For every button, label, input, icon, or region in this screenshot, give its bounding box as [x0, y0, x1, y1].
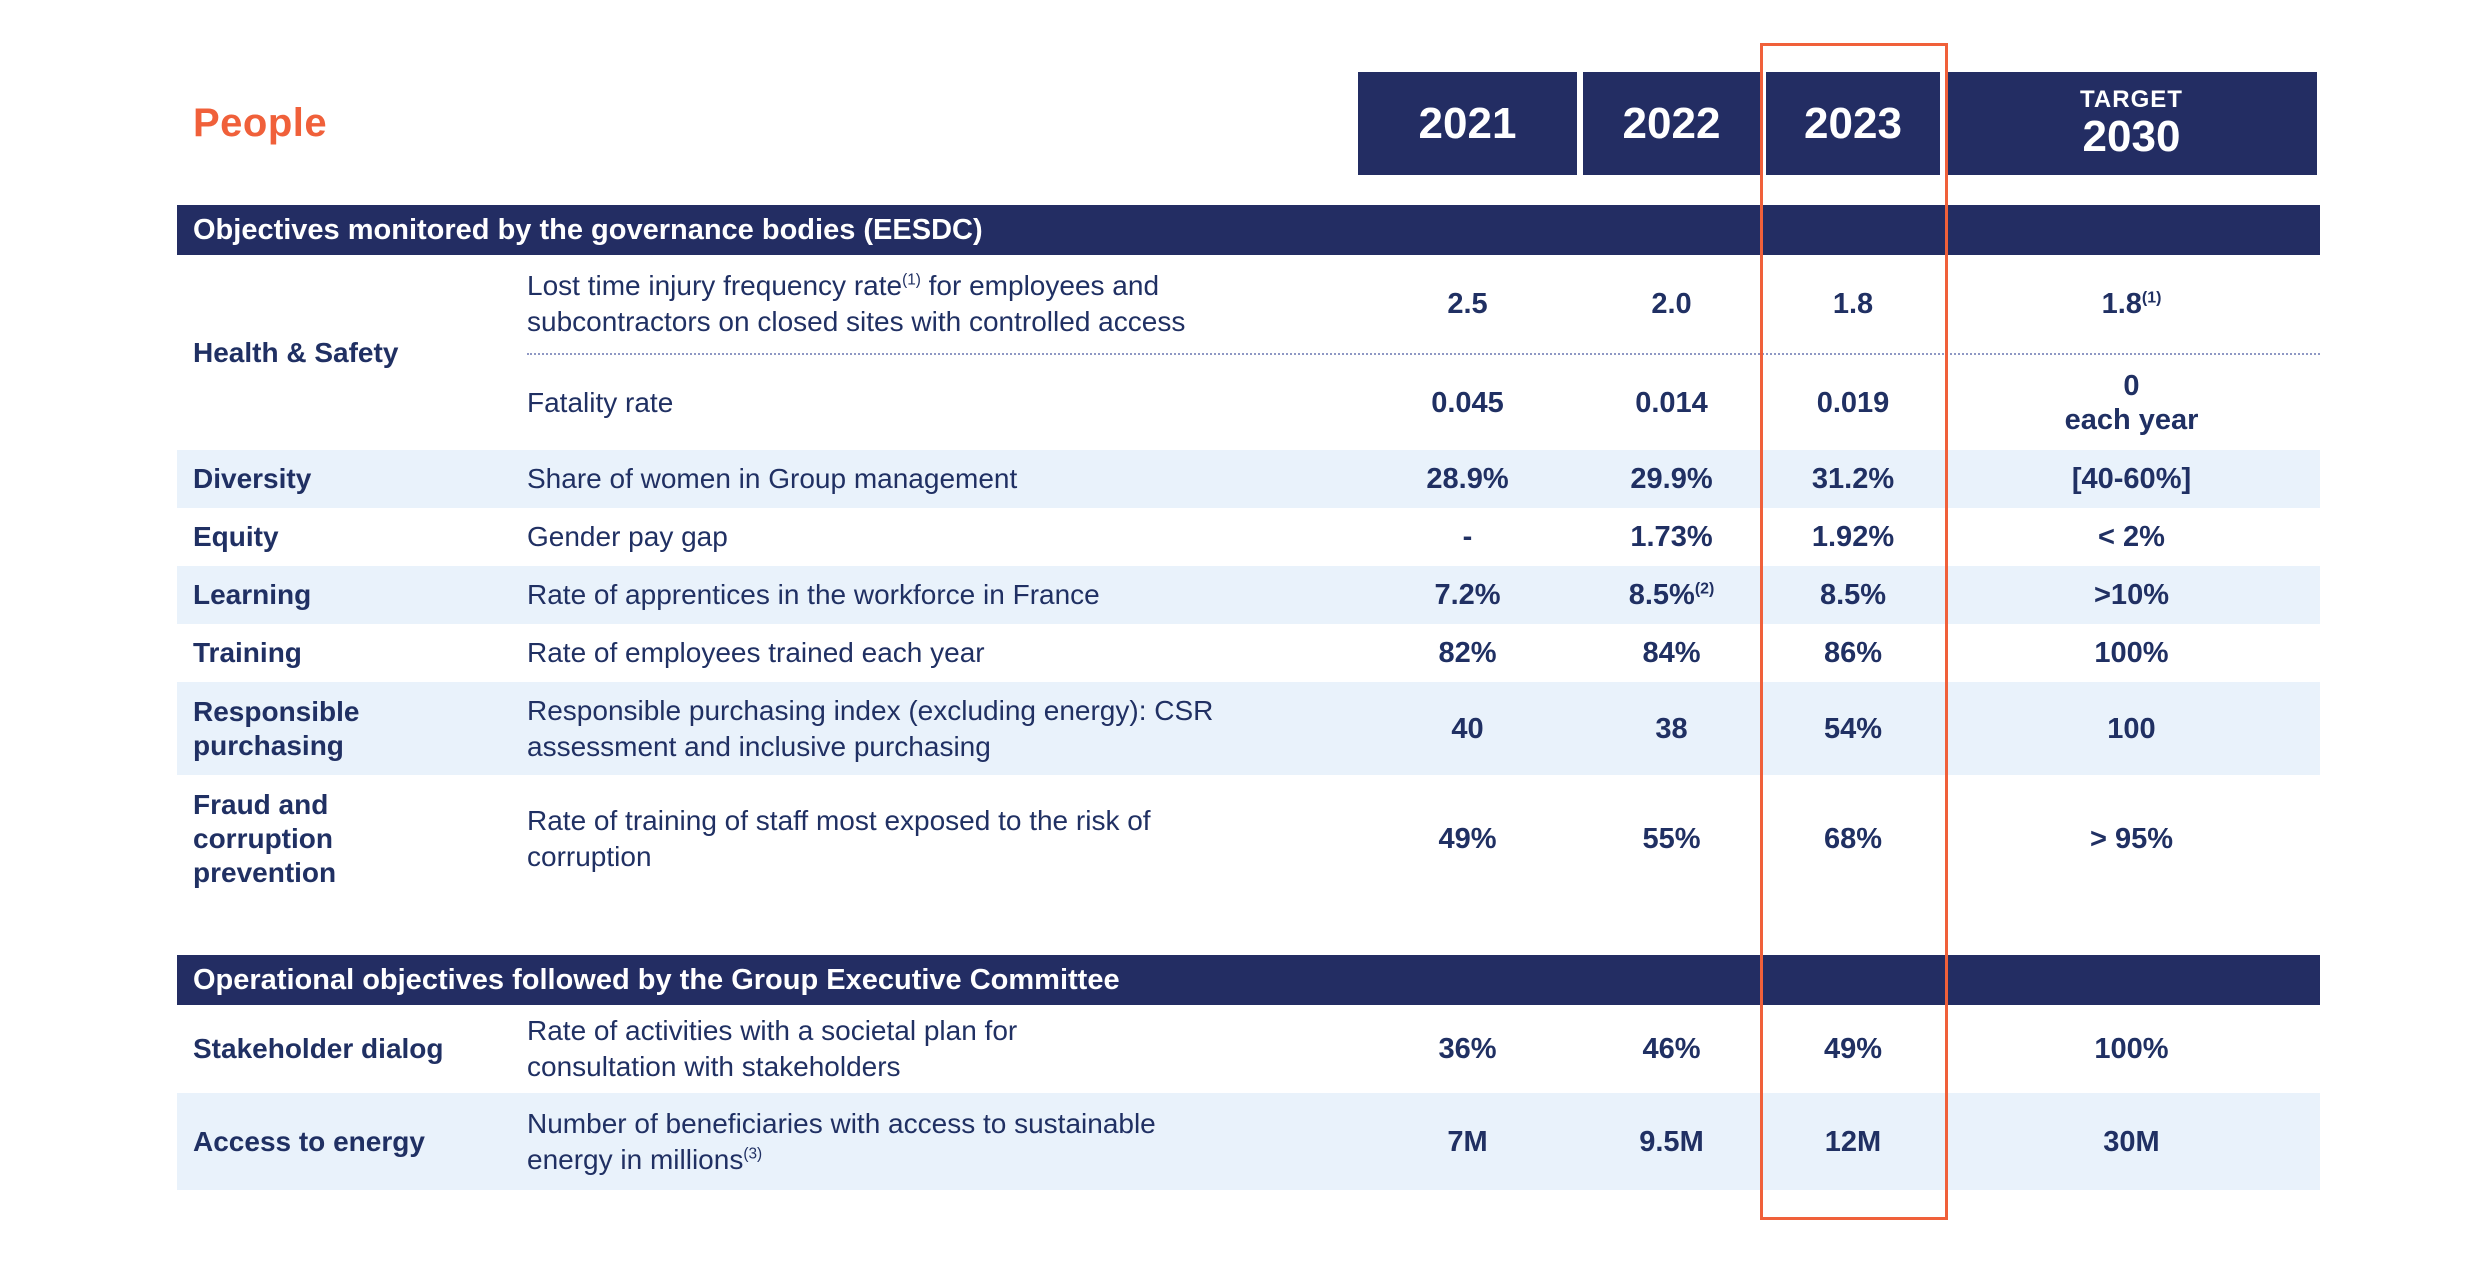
value-2021-training: 82%: [1438, 637, 1497, 669]
row-desc-diversity: Share of women in Group management: [527, 463, 1018, 494]
row-label-learning: Learning: [193, 579, 312, 610]
row-label-fraud-corruption: [177, 788, 527, 890]
table-header-row: [177, 72, 2320, 175]
table-row-health-safety: [177, 255, 2320, 450]
value-2023-fatality: 0.019: [1816, 386, 1890, 419]
value-2021-fatality: 0.045: [1431, 386, 1504, 419]
access-energy-desc-text: [527, 1106, 1217, 1178]
row-desc-learning: Rate of apprentices in the workforce in France: [527, 579, 1100, 610]
value-2022-stakeholder-dialog: 46%: [1642, 1033, 1701, 1065]
column-header-2021: [1358, 72, 1577, 175]
section-header-governance-label: Objectives monitored by the governance bodies (EESDC): [193, 213, 983, 246]
value-target-training: 100%: [2094, 637, 2169, 669]
column-header-2022: [1583, 72, 1760, 175]
table-row-access-to-energy: [177, 1093, 2320, 1190]
ltifr-desc-text: [527, 268, 1327, 340]
value-2023-diversity: 31.2%: [1811, 463, 1895, 495]
row-desc-equity: Gender pay gap: [527, 521, 728, 552]
row-label-stakeholder-dialog: Stakeholder dialog: [193, 1033, 444, 1064]
value-2023-responsible-purchasing: 54%: [1823, 712, 1883, 745]
access-energy-desc-footnote: (3): [743, 1145, 763, 1163]
ltifr-target-footnote: (1): [2141, 289, 2162, 307]
value-2023-learning: 8.5%: [1819, 579, 1887, 611]
column-header-2023: [1766, 72, 1940, 175]
value-2022-training: 84%: [1642, 637, 1701, 669]
table-row-responsible-purchasing: [177, 682, 2320, 775]
row-desc-responsible-purchasing: [527, 693, 1355, 765]
value-target-access-to-energy: 30M: [2103, 1125, 2160, 1158]
row-label-access-to-energy: Access to energy: [193, 1125, 425, 1157]
ltifr-desc-footnote: (1): [902, 271, 921, 289]
subrow-ltifr: [527, 255, 2320, 355]
ltifr-desc-post: for employees and subcontractors on closed sites with controlled access: [527, 270, 1186, 337]
row-label-equity: Equity: [193, 521, 279, 552]
learning-2022-number: 8.5%: [1628, 579, 1695, 611]
column-header-2022-label: 2022: [1622, 98, 1721, 148]
value-2023-fraud-corruption: 68%: [1823, 823, 1883, 855]
value-2023-stakeholder-dialog: 49%: [1823, 1033, 1883, 1065]
responsible-purchasing-label-text: Responsible purchasing: [193, 695, 360, 761]
value-2021-ltifr: 2.5: [1447, 288, 1488, 320]
row-desc-access-to-energy: [527, 1106, 1355, 1178]
kpi-table: [177, 72, 2320, 1190]
section-header-operational-label: Operational objectives followed by the Group Executive Committee: [193, 963, 1120, 996]
table-title-cell: [177, 72, 1355, 175]
table-row-training: [177, 624, 2320, 682]
table-row-fraud-corruption: [177, 775, 2320, 903]
row-label-responsible-purchasing: [177, 695, 527, 763]
value-2021-stakeholder-dialog: 36%: [1438, 1033, 1497, 1065]
value-2023-equity: 1.92%: [1811, 521, 1895, 553]
page-title: People: [193, 101, 328, 145]
value-2021-access-to-energy: 7M: [1447, 1125, 1488, 1158]
health-safety-subrows: [527, 255, 2320, 450]
value-target-responsible-purchasing: 100: [2107, 712, 2156, 745]
value-2023-access-to-energy: 12M: [1824, 1125, 1882, 1158]
row-desc-ltifr: [527, 268, 1355, 340]
subrow-fatality-rate: [527, 355, 2320, 450]
row-label-diversity: Diversity: [193, 463, 312, 494]
value-2022-equity: 1.73%: [1630, 521, 1713, 553]
row-label-health-safety: Health & Safety: [193, 336, 399, 368]
value-2022-diversity: 29.9%: [1630, 463, 1713, 495]
value-2022-fatality: 0.014: [1635, 386, 1708, 419]
value-2022-access-to-energy: 9.5M: [1639, 1125, 1704, 1158]
value-2022-fraud-corruption: 55%: [1642, 823, 1701, 855]
ltifr-desc-pre: Lost time injury frequency rate: [527, 270, 903, 301]
row-desc-training: Rate of employees trained each year: [527, 637, 985, 668]
target-label: TARGET: [2080, 85, 2183, 113]
value-2022-learning: [1580, 578, 1763, 612]
target-year: 2030: [2082, 111, 2181, 161]
value-target-fatality: [1943, 369, 2320, 437]
value-2022-ltifr: 2.0: [1651, 288, 1692, 320]
fatality-target-line2: each year: [2064, 403, 2199, 436]
value-target-equity: < 2%: [2098, 521, 2165, 553]
learning-2022-footnote: (2): [1694, 580, 1715, 598]
value-2023-training: 86%: [1823, 637, 1883, 669]
value-2021-diversity: 28.9%: [1426, 463, 1509, 495]
section-header-governance: [177, 205, 2320, 255]
value-2021-equity: -: [1462, 521, 1473, 553]
table-row-diversity: [177, 450, 2320, 508]
ltifr-target-number: 1.8: [2101, 288, 2142, 320]
table-row-equity: [177, 508, 2320, 566]
fraud-corruption-desc-text: Rate of training of staff most exposed to the risk of corruption: [527, 805, 1151, 872]
value-2021-responsible-purchasing: 40: [1451, 712, 1484, 745]
column-header-2021-label: 2021: [1418, 98, 1517, 148]
fatality-target-line1: 0: [2123, 369, 2140, 402]
table-row-learning: [177, 566, 2320, 624]
value-2022-responsible-purchasing: 38: [1655, 712, 1688, 745]
value-target-diversity: [40-60%]: [2071, 463, 2192, 495]
value-target-stakeholder-dialog: 100%: [2094, 1033, 2169, 1065]
row-desc-stakeholder-dialog: [527, 1013, 1355, 1085]
column-header-target-2030: [1946, 72, 2317, 175]
fraud-corruption-label-text: Fraud and corruption prevention: [193, 789, 337, 888]
row-label-training: Training: [193, 637, 302, 668]
value-2023-ltifr: 1.8: [1832, 288, 1874, 320]
value-target-fraud-corruption: > 95%: [2089, 823, 2174, 855]
value-2021-learning: 7.2%: [1434, 579, 1501, 611]
value-2021-fraud-corruption: 49%: [1438, 823, 1497, 855]
row-desc-fatality: Fatality rate: [527, 386, 674, 418]
stakeholder-dialog-desc-text: Rate of activities with a societal plan for consultation with stakeholders: [527, 1015, 1018, 1082]
value-target-ltifr: [1943, 287, 2320, 321]
row-desc-fraud-corruption: [527, 803, 1355, 875]
table-row-stakeholder-dialog: [177, 1005, 2320, 1093]
column-header-2023-label: 2023: [1804, 98, 1902, 148]
responsible-purchasing-desc-text: Responsible purchasing index (excluding energy): CSR assessment and inclusive purchasing: [527, 694, 1214, 762]
value-target-learning: >10%: [2094, 579, 2169, 611]
access-energy-desc-pre: Number of beneficiaries with access to sustainable energy in millions: [527, 1107, 1156, 1175]
section-header-operational: [177, 955, 2320, 1005]
